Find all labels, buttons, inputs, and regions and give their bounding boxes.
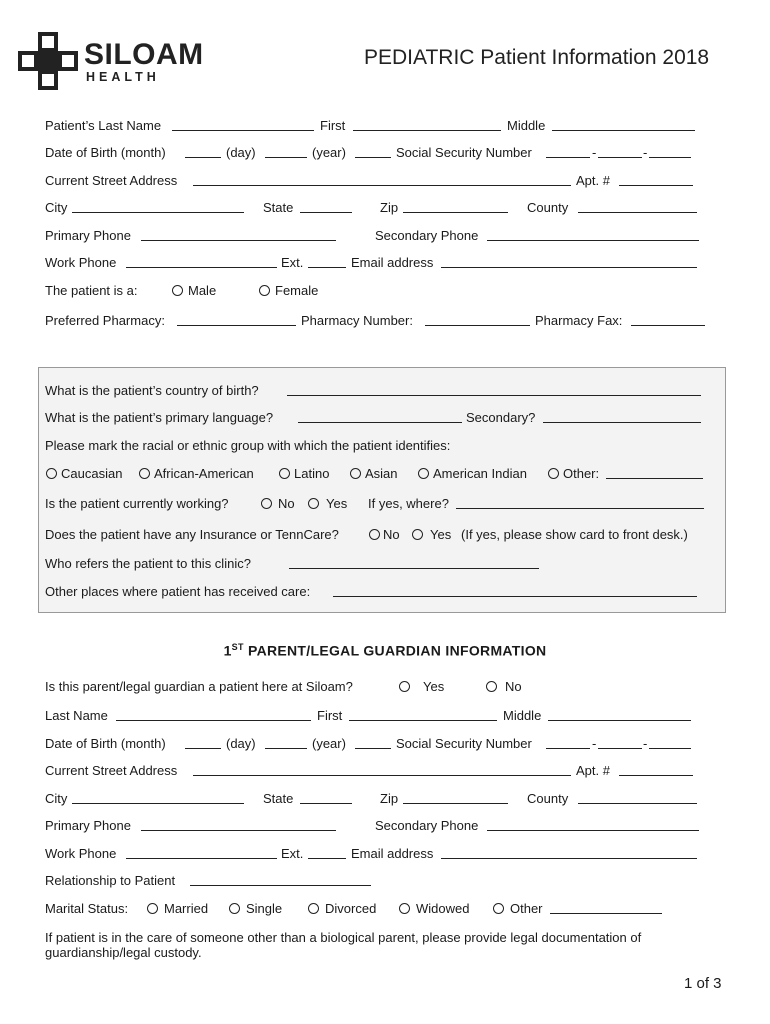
african-american-radio[interactable] bbox=[139, 468, 150, 479]
country-label: What is the patient’s country of birth? bbox=[45, 383, 259, 398]
male-label: Male bbox=[188, 283, 217, 298]
ssn-field-1[interactable] bbox=[546, 157, 590, 158]
pharmacy-field[interactable] bbox=[177, 325, 296, 326]
guardian-secondary-phone-label: Secondary Phone bbox=[375, 818, 479, 833]
middle-name-field[interactable] bbox=[552, 130, 695, 131]
insurance-yes-label: Yes bbox=[430, 527, 452, 542]
first-name-label: First bbox=[320, 118, 346, 133]
custody-note: If patient is in the care of someone other than a biological parent, please provide legal documentation of guardianship/legal custody. bbox=[45, 930, 642, 960]
guardian-dob-day-label: (day) bbox=[226, 736, 256, 751]
secondary-phone-label: Secondary Phone bbox=[375, 228, 479, 243]
language-field[interactable] bbox=[298, 422, 462, 423]
single-label: Single bbox=[246, 901, 283, 916]
working-yes-radio[interactable] bbox=[308, 498, 319, 509]
pharmacy-fax-label: Pharmacy Fax: bbox=[535, 313, 623, 328]
guardian-last-name-label: Last Name bbox=[45, 708, 108, 723]
county-field[interactable] bbox=[578, 212, 697, 213]
guardian-ssn-field-3[interactable] bbox=[649, 748, 691, 749]
guardian-zip-label: Zip bbox=[380, 791, 399, 806]
guardian-middle-name-field[interactable] bbox=[548, 720, 691, 721]
female-label: Female bbox=[275, 283, 319, 298]
ext-label: Ext. bbox=[281, 255, 304, 270]
guardian-email-label: Email address bbox=[351, 846, 434, 861]
guardian-primary-phone-label: Primary Phone bbox=[45, 818, 131, 833]
other-places-label: Other places where patient has received care: bbox=[45, 584, 311, 599]
insurance-label: Does the patient have any Insurance or TennCare? bbox=[45, 527, 339, 542]
city-field[interactable] bbox=[72, 212, 244, 213]
american-indian-label: American Indian bbox=[433, 466, 527, 481]
widowed-label: Widowed bbox=[416, 901, 470, 916]
primary-phone-label: Primary Phone bbox=[45, 228, 131, 243]
pharmacy-fax-field[interactable] bbox=[631, 325, 705, 326]
demographics-box bbox=[38, 367, 726, 613]
asian-label: Asian bbox=[365, 466, 398, 481]
caucasian-label: Caucasian bbox=[61, 466, 123, 481]
secondary-language-field[interactable] bbox=[543, 422, 701, 423]
divorced-label: Divorced bbox=[325, 901, 377, 916]
guardian-county-field[interactable] bbox=[578, 803, 697, 804]
guardian-address-label: Current Street Address bbox=[45, 763, 178, 778]
asian-radio[interactable] bbox=[350, 468, 361, 479]
other-race-label: Other: bbox=[563, 466, 600, 481]
city-label: City bbox=[45, 200, 68, 215]
guardian-is-patient-no-radio[interactable] bbox=[486, 681, 497, 692]
guardian-ssn-label: Social Security Number bbox=[396, 736, 532, 751]
guardian-state-label: State bbox=[263, 791, 294, 806]
middle-name-label: Middle bbox=[507, 118, 546, 133]
county-label: County bbox=[527, 200, 569, 215]
single-radio[interactable] bbox=[229, 903, 240, 914]
guardian-apt-label: Apt. # bbox=[576, 763, 610, 778]
relationship-label: Relationship to Patient bbox=[45, 873, 176, 888]
guardian-section-title: 1ST PARENT/LEGAL GUARDIAN INFORMATION bbox=[223, 642, 547, 659]
address-label: Current Street Address bbox=[45, 173, 178, 188]
female-radio[interactable] bbox=[259, 285, 270, 296]
ssn-field-2[interactable] bbox=[598, 157, 642, 158]
last-name-field[interactable] bbox=[172, 130, 314, 131]
dob-month-field[interactable] bbox=[185, 157, 221, 158]
pharmacy-number-field[interactable] bbox=[425, 325, 530, 326]
refers-field[interactable] bbox=[289, 568, 539, 569]
dob-month-label: Date of Birth (month) bbox=[45, 145, 166, 160]
guardian-is-patient-label: Is this parent/legal guardian a patient here at Siloam? bbox=[45, 679, 353, 694]
guardian-dob-month-field[interactable] bbox=[185, 748, 221, 749]
state-field[interactable] bbox=[300, 212, 352, 213]
guardian-city-label: City bbox=[45, 791, 68, 806]
pharmacy-number-label: Pharmacy Number: bbox=[301, 313, 413, 328]
apt-field[interactable] bbox=[619, 185, 693, 186]
working-where-label: If yes, where? bbox=[368, 496, 449, 511]
document-title: PEDIATRIC Patient Information 2018 bbox=[364, 46, 710, 69]
work-phone-label: Work Phone bbox=[45, 255, 117, 270]
other-marital-label: Other bbox=[510, 901, 543, 916]
page-number: 1 of 3 bbox=[684, 975, 722, 992]
pharmacy-label: Preferred Pharmacy: bbox=[45, 313, 165, 328]
relationship-field[interactable] bbox=[190, 885, 371, 886]
american-indian-radio[interactable] bbox=[418, 468, 429, 479]
guardian-work-phone-field[interactable] bbox=[126, 858, 277, 859]
married-radio[interactable] bbox=[147, 903, 158, 914]
guardian-address-field[interactable] bbox=[193, 775, 571, 776]
sex-label: The patient is a: bbox=[45, 283, 138, 298]
marital-status-label: Marital Status: bbox=[45, 901, 129, 916]
guardian-state-field[interactable] bbox=[300, 803, 352, 804]
working-label: Is the patient currently working? bbox=[45, 496, 229, 511]
state-label: State bbox=[263, 200, 294, 215]
guardian-primary-phone-field[interactable] bbox=[141, 830, 336, 831]
guardian-is-patient-no-label: No bbox=[505, 679, 522, 694]
email-label: Email address bbox=[351, 255, 434, 270]
language-label: What is the patient’s primary language? bbox=[45, 410, 274, 425]
divorced-radio[interactable] bbox=[308, 903, 319, 914]
secondary-language-label: Secondary? bbox=[466, 410, 536, 425]
race-prompt: Please mark the racial or ethnic group with which the patient identifies: bbox=[45, 438, 451, 453]
insurance-yes-radio[interactable] bbox=[412, 529, 423, 540]
guardian-ext-field[interactable] bbox=[308, 858, 346, 859]
siloam-cross-logo-icon bbox=[18, 32, 78, 93]
secondary-phone-field[interactable] bbox=[487, 240, 699, 241]
african-american-label: African-American bbox=[154, 466, 254, 481]
zip-label: Zip bbox=[380, 200, 399, 215]
email-field[interactable] bbox=[441, 267, 697, 268]
guardian-is-patient-yes-radio[interactable] bbox=[399, 681, 410, 692]
guardian-secondary-phone-field[interactable] bbox=[487, 830, 699, 831]
dob-year-field[interactable] bbox=[355, 157, 391, 158]
caucasian-radio[interactable] bbox=[46, 468, 57, 479]
guardian-apt-field[interactable] bbox=[619, 775, 693, 776]
widowed-radio[interactable] bbox=[399, 903, 410, 914]
last-name-label: Patient’s Last Name bbox=[45, 118, 162, 133]
dob-day-field[interactable] bbox=[265, 157, 307, 158]
address-field[interactable] bbox=[193, 185, 571, 186]
insurance-no-label: No bbox=[383, 527, 400, 542]
guardian-middle-name-label: Middle bbox=[503, 708, 542, 723]
first-name-field[interactable] bbox=[353, 130, 501, 131]
other-race-field[interactable] bbox=[606, 478, 703, 479]
refers-label: Who refers the patient to this clinic? bbox=[45, 556, 251, 571]
ssn-label: Social Security Number bbox=[396, 145, 532, 160]
other-places-field[interactable] bbox=[333, 596, 697, 597]
male-radio[interactable] bbox=[172, 285, 183, 296]
other-marital-field[interactable] bbox=[550, 913, 662, 914]
working-no-label: No bbox=[278, 496, 295, 511]
guardian-is-patient-yes-label: Yes bbox=[423, 679, 445, 694]
ssn-field-3[interactable] bbox=[649, 157, 691, 158]
zip-field[interactable] bbox=[403, 212, 508, 213]
dob-day-label: (day) bbox=[226, 145, 256, 160]
guardian-ext-label: Ext. bbox=[281, 846, 304, 861]
guardian-dob-month-label: Date of Birth (month) bbox=[45, 736, 166, 751]
ext-field[interactable] bbox=[308, 267, 346, 268]
guardian-dob-year-field[interactable] bbox=[355, 748, 391, 749]
insurance-note: (If yes, please show card to front desk.) bbox=[461, 527, 688, 542]
working-no-radio[interactable] bbox=[261, 498, 272, 509]
other-marital-radio[interactable] bbox=[493, 903, 504, 914]
primary-phone-field[interactable] bbox=[141, 240, 336, 241]
latino-label: Latino bbox=[294, 466, 330, 481]
apt-label: Apt. # bbox=[576, 173, 610, 188]
guardian-ssn-field-2[interactable] bbox=[598, 748, 642, 749]
guardian-first-name-label: First bbox=[317, 708, 343, 723]
country-field[interactable] bbox=[287, 395, 701, 396]
guardian-ssn-field-1[interactable] bbox=[546, 748, 590, 749]
guardian-city-field[interactable] bbox=[72, 803, 244, 804]
guardian-work-phone-label: Work Phone bbox=[45, 846, 117, 861]
logo-name: SILOAM bbox=[84, 38, 204, 71]
guardian-dob-year-label: (year) bbox=[312, 736, 346, 751]
working-yes-label: Yes bbox=[326, 496, 348, 511]
guardian-first-name-field[interactable] bbox=[349, 720, 497, 721]
other-race-radio[interactable] bbox=[548, 468, 559, 479]
guardian-last-name-field[interactable] bbox=[116, 720, 311, 721]
work-phone-field[interactable] bbox=[126, 267, 277, 268]
married-label: Married bbox=[164, 901, 209, 916]
dob-year-label: (year) bbox=[312, 145, 346, 160]
logo-subtitle: HEALTH bbox=[86, 70, 160, 84]
guardian-county-label: County bbox=[527, 791, 569, 806]
guardian-zip-field[interactable] bbox=[403, 803, 508, 804]
guardian-dob-day-field[interactable] bbox=[265, 748, 307, 749]
working-where-field[interactable] bbox=[456, 508, 704, 509]
latino-radio[interactable] bbox=[279, 468, 290, 479]
insurance-no-radio[interactable] bbox=[369, 529, 380, 540]
guardian-email-field[interactable] bbox=[441, 858, 697, 859]
